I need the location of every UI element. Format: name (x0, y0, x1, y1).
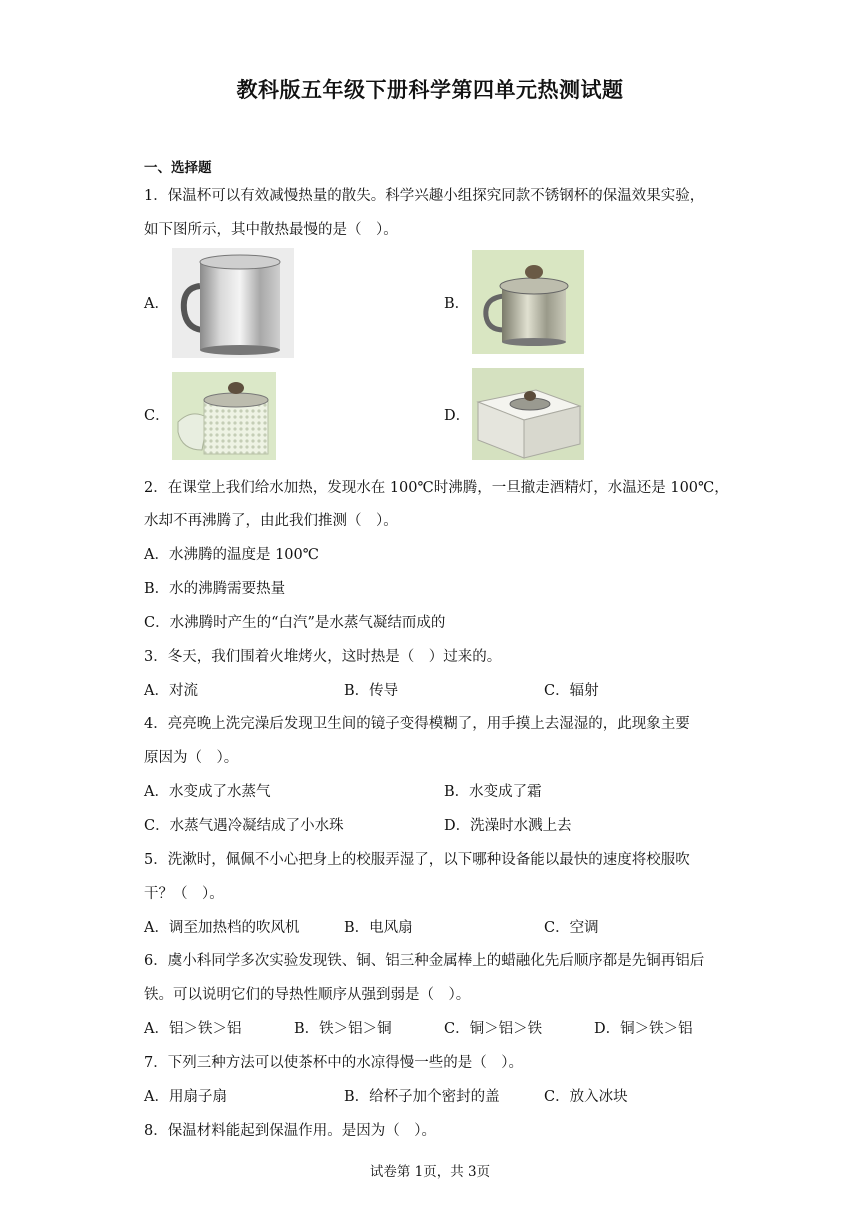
q1-option-c[interactable]: C． (144, 408, 170, 424)
q2-line1: 2．在课堂上我们给水加热，发现水在 100℃时沸腾，一旦撤走酒精灯，水温还是 100℃， (144, 480, 729, 496)
q5-option-c[interactable]: C．空调 (544, 920, 599, 936)
q6-option-d[interactable]: D．铜＞铁＞铝 (594, 1021, 693, 1037)
q1-line1: 1．保温杯可以有效减慢热量的散失。科学兴趣小组探究同款不锈钢杯的保温效果实验， (144, 188, 705, 204)
q3-option-b[interactable]: B．传导 (344, 683, 399, 699)
q1-option-b[interactable]: B． (444, 296, 470, 312)
q1-line2: 如下图所示，其中散热最慢的是（ ）。 (144, 222, 398, 238)
q5-option-b[interactable]: B．电风扇 (344, 920, 413, 936)
q2-line2: 水却不再沸腾了，由此我们推测（ ）。 (144, 513, 398, 529)
q5-option-a[interactable]: A．调至加热档的吹风机 (144, 920, 300, 936)
q5-line2: 干？（ ）。 (144, 886, 224, 902)
q6-option-a[interactable]: A．铝＞铁＞铝 (144, 1021, 242, 1037)
q8-line1: 8．保温材料能起到保温作用。是因为（ ）。 (144, 1123, 436, 1139)
q2-option-a[interactable]: A．水沸腾的温度是 100℃ (144, 547, 319, 563)
q4-option-b[interactable]: B．水变成了霜 (444, 784, 542, 800)
q2-option-b[interactable]: B．水的沸腾需要热量 (144, 581, 286, 597)
q5-line1: 5．洗漱时，佩佩不小心把身上的校服弄湿了，以下哪种设备能以最快的速度将校服吹 (144, 852, 690, 868)
q6-line2: 铁。可以说明它们的导热性顺序从强到弱是（ ）。 (144, 987, 471, 1003)
q1-option-d[interactable]: D． (444, 408, 471, 424)
q7-option-a[interactable]: A．用扇子扇 (144, 1089, 227, 1105)
q1-image-c (172, 372, 276, 460)
q4-option-a[interactable]: A．水变成了水蒸气 (144, 784, 271, 800)
q1-image-b (472, 250, 584, 354)
q3-line1: 3．冬天，我们围着火堆烤火，这时热是（ ）过来的。 (144, 649, 502, 665)
section-heading: 一、选择题 (144, 160, 212, 176)
q6-option-b[interactable]: B．铁＞铝＞铜 (294, 1021, 392, 1037)
q2-option-c[interactable]: C．水沸腾时产生的“白汽”是水蒸气凝结而成的 (144, 615, 446, 631)
q4-option-c[interactable]: C．水蒸气遇冷凝结成了小水珠 (144, 818, 344, 834)
q3-option-c[interactable]: C．辐射 (544, 683, 599, 699)
q6-line1: 6．虞小科同学多次实验发现铁、铜、铝三种金属棒上的蜡融化先后顺序都是先铜再铝后 (144, 953, 705, 969)
page-footer: 试卷第 1页，共 3页 (369, 1164, 491, 1180)
q1-image-a (172, 248, 294, 358)
q1-image-d (472, 368, 584, 460)
q1-option-a[interactable]: A． (144, 296, 169, 312)
q4-line2: 原因为（ ）。 (144, 750, 239, 766)
q6-option-c[interactable]: C．铜＞铝＞铁 (444, 1021, 543, 1037)
page-title: 教科版五年级下册科学第四单元热测试题 (236, 77, 624, 102)
q4-option-d[interactable]: D．洗澡时水溅上去 (444, 818, 572, 834)
q4-line1: 4．亮亮晚上洗完澡后发现卫生间的镜子变得模糊了，用手摸上去湿湿的，此现象主要 (144, 716, 690, 732)
q3-option-a[interactable]: A．对流 (144, 683, 198, 699)
q7-line1: 7．下列三种方法可以使茶杯中的水凉得慢一些的是（ ）。 (144, 1055, 523, 1071)
q7-option-c[interactable]: C．放入冰块 (544, 1089, 628, 1105)
q7-option-b[interactable]: B．给杯子加个密封的盖 (344, 1089, 500, 1105)
